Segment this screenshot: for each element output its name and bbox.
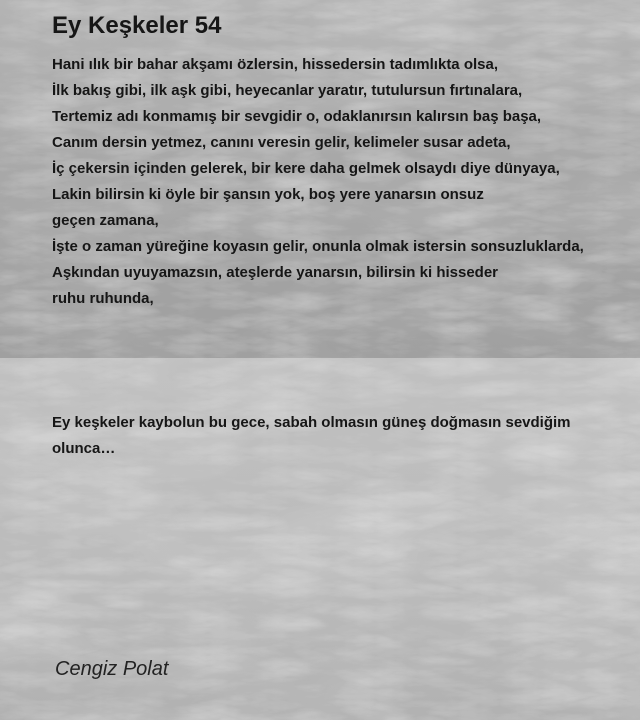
poem-line: İşte o zaman yüreğine koyasın gelir, onunla olmak istersin sonsuzluklarda,	[52, 238, 584, 255]
poem-line: Aşkından uyuyamazsın, ateşlerde yanarsın, bilirsin ki hisseder	[52, 264, 499, 281]
poem-line: Tertemiz adı konmamış bir sevgidir o, odaklanırsın kalırsın baş başa,	[52, 108, 542, 125]
stanza-1	[52, 52, 634, 312]
poem-line: geçen zamana,	[52, 212, 159, 229]
poem-line: olunca…	[52, 440, 116, 457]
poem-line: ruhu ruhunda,	[52, 290, 154, 307]
poem-line: Lakin bilirsin ki öyle bir şansın yok, boş yere yanarsın onsuz	[52, 186, 484, 203]
author-name: Cengiz Polat	[55, 658, 169, 680]
poem-line: İç çekersin içinden gelerek, bir kere daha gelmek olsaydı diye dünyaya,	[52, 160, 560, 177]
poem-line: İlk bakış gibi, ilk aşk gibi, heyecanlar yaratır, tutulursun fırtınalara,	[52, 82, 523, 99]
poem-title: Ey Keşkeler 54	[52, 12, 222, 39]
stanza-2	[52, 410, 634, 462]
poem-line: Canım dersin yetmez, canını veresin gelir, kelimeler susar adeta,	[52, 134, 511, 151]
poem-line: Ey keşkeler kaybolun bu gece, sabah olmasın güneş doğmasın sevdiğim	[52, 414, 571, 431]
poem-line: Hani ılık bir bahar akşamı özlersin, hissedersin tadımlıkta olsa,	[52, 56, 499, 73]
